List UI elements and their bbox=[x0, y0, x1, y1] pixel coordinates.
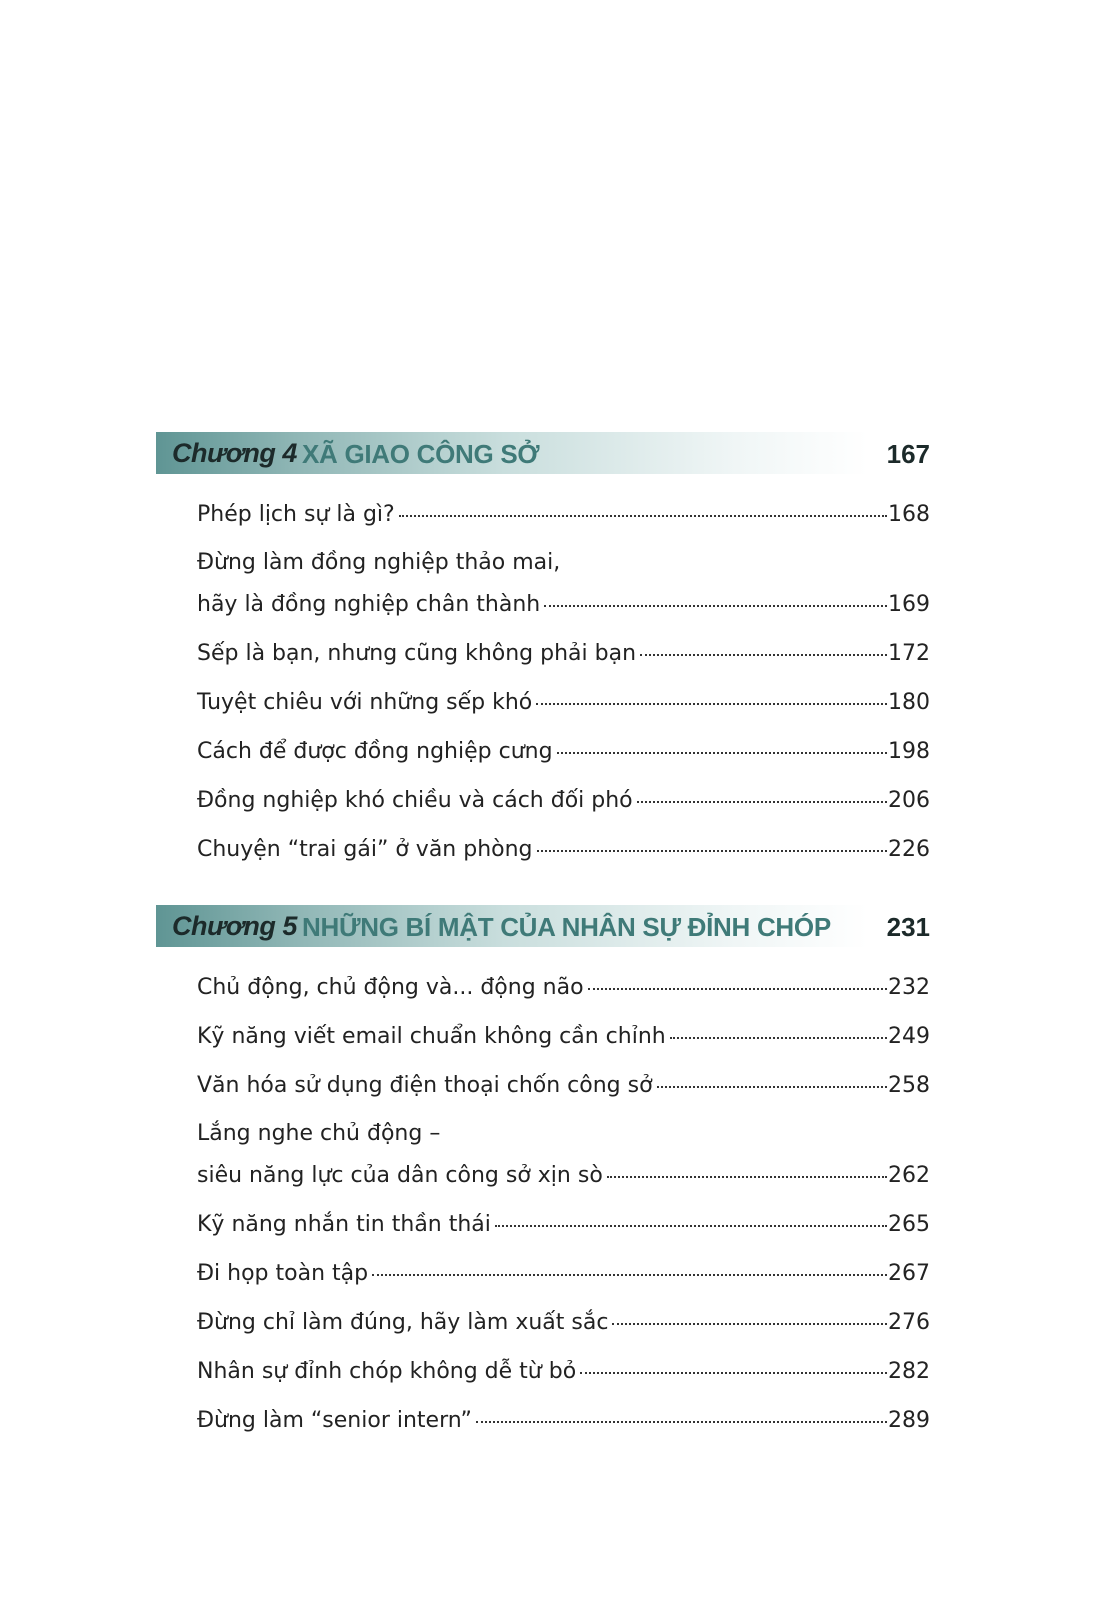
toc-entry bbox=[197, 690, 930, 732]
dot-leader bbox=[372, 1272, 887, 1276]
toc-entry bbox=[197, 975, 930, 1017]
entry-title: Cách để được đồng nghiệp cưng bbox=[197, 739, 553, 764]
entry-page-number: 180 bbox=[888, 690, 930, 715]
toc-entry bbox=[197, 1310, 930, 1352]
entry-title: Kỹ năng nhắn tin thần thái bbox=[197, 1212, 491, 1237]
chapter-page-number: 231 bbox=[886, 912, 930, 942]
entry-title: Phép lịch sự là gì? bbox=[197, 502, 395, 527]
toc-entry bbox=[197, 1261, 930, 1303]
entry-title: Chuyện “trai gái” ở văn phòng bbox=[197, 837, 533, 862]
entry-page-number: 249 bbox=[888, 1024, 930, 1049]
dot-leader bbox=[399, 513, 887, 517]
entry-title: Chủ động, chủ động và... động não bbox=[197, 975, 584, 1000]
entry-title: Đi họp toàn tập bbox=[197, 1261, 369, 1286]
entry-page-number: 262 bbox=[888, 1163, 930, 1188]
entry-page-number: 232 bbox=[888, 975, 930, 1000]
entry-page-number: 206 bbox=[888, 788, 930, 813]
entry-page-number: 282 bbox=[888, 1359, 930, 1384]
dot-leader bbox=[536, 701, 887, 705]
dot-leader bbox=[476, 1419, 887, 1423]
entry-page-number: 226 bbox=[888, 837, 930, 862]
chapter-page-number: 167 bbox=[886, 439, 930, 469]
dot-leader bbox=[544, 603, 887, 607]
entry-page-number: 289 bbox=[888, 1408, 930, 1433]
dot-leader bbox=[612, 1321, 887, 1325]
entry-title: siêu năng lực của dân công sở xịn sò bbox=[197, 1163, 603, 1188]
entry-title: hãy là đồng nghiệp chân thành bbox=[197, 592, 541, 617]
chapter-heading bbox=[156, 432, 930, 474]
dot-leader bbox=[657, 1084, 887, 1088]
toc-entry bbox=[197, 1073, 930, 1115]
dot-leader bbox=[670, 1035, 887, 1039]
toc-entry bbox=[197, 502, 930, 544]
entry-title: Nhân sự đỉnh chóp không dễ từ bỏ bbox=[197, 1359, 577, 1384]
entry-title: Tuyệt chiêu với những sếp khó bbox=[197, 690, 533, 715]
entry-title: Văn hóa sử dụng điện thoại chốn công sở bbox=[197, 1073, 653, 1098]
toc-entry bbox=[197, 1408, 930, 1450]
dot-leader bbox=[588, 986, 887, 990]
entry-title-line1: Lắng nghe chủ động – bbox=[197, 1121, 441, 1146]
entry-title: Đừng chỉ làm đúng, hãy làm xuất sắc bbox=[197, 1310, 609, 1335]
dot-leader bbox=[495, 1223, 887, 1227]
chapter-heading bbox=[156, 905, 930, 947]
entry-title: Đừng làm “senior intern” bbox=[197, 1408, 472, 1433]
chapter-number: Chương 5 bbox=[172, 911, 297, 941]
chapter-title: XÃ GIAO CÔNG SỞ bbox=[302, 439, 540, 469]
dot-leader bbox=[580, 1370, 887, 1374]
toc-entry bbox=[197, 1212, 930, 1254]
toc-entry bbox=[197, 641, 930, 683]
dot-leader bbox=[637, 799, 887, 803]
dot-leader bbox=[640, 652, 887, 656]
entry-title: Kỹ năng viết email chuẩn không cần chỉnh bbox=[197, 1024, 666, 1049]
toc-entry bbox=[197, 550, 930, 634]
entry-page-number: 258 bbox=[888, 1073, 930, 1098]
entry-page-number: 276 bbox=[888, 1310, 930, 1335]
toc-entry bbox=[197, 1121, 930, 1205]
toc-entry bbox=[197, 1024, 930, 1066]
toc-entry bbox=[197, 739, 930, 781]
dot-leader bbox=[537, 848, 887, 852]
entry-page-number: 168 bbox=[888, 502, 930, 527]
entry-page-number: 198 bbox=[888, 739, 930, 764]
toc-entry bbox=[197, 1359, 930, 1401]
entry-title: Đồng nghiệp khó chiều và cách đối phó bbox=[197, 788, 633, 813]
entry-page-number: 172 bbox=[888, 641, 930, 666]
chapter-title: NHỮNG BÍ MẬT CỦA NHÂN SỰ ĐỈNH CHÓP bbox=[302, 912, 831, 942]
chapter-number: Chương 4 bbox=[172, 438, 297, 468]
entry-title-line1: Đừng làm đồng nghiệp thảo mai, bbox=[197, 550, 561, 575]
toc-entry bbox=[197, 788, 930, 830]
toc-entry bbox=[197, 837, 930, 879]
entry-page-number: 265 bbox=[888, 1212, 930, 1237]
entry-title: Sếp là bạn, nhưng cũng không phải bạn bbox=[197, 641, 637, 666]
entry-page-number: 267 bbox=[888, 1261, 930, 1286]
dot-leader bbox=[557, 750, 887, 754]
dot-leader bbox=[607, 1174, 887, 1178]
entry-page-number: 169 bbox=[888, 592, 930, 617]
